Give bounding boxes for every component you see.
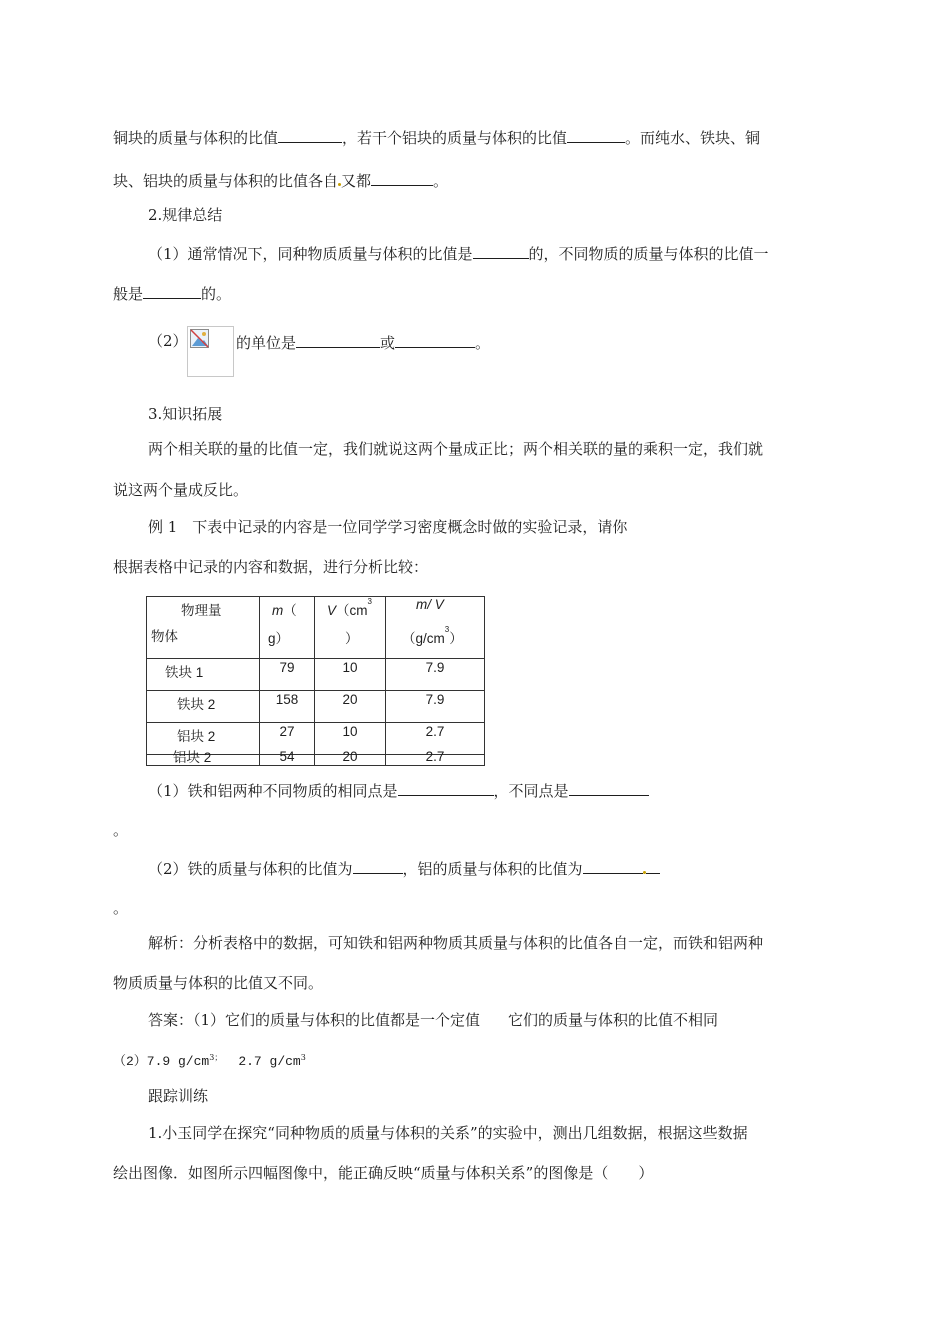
fill-blank[interactable]	[353, 857, 403, 874]
table-cell: 10	[315, 723, 386, 755]
paragraph-line: 例 1 下表中记录的内容是一位同学学习密度概念时做的实验记录，请你	[148, 518, 628, 536]
fill-blank[interactable]	[473, 242, 529, 259]
text: 的，不同物质的质量与体积的比值一	[528, 245, 769, 263]
fill-blank[interactable]	[371, 169, 433, 186]
text: 3	[300, 1053, 306, 1062]
table-header-cell	[260, 597, 315, 659]
text: 的单位是	[236, 334, 297, 352]
fill-blank[interactable]	[296, 331, 380, 348]
table-cell: 铁块 2	[147, 691, 260, 723]
section-title: 跟踪训练	[148, 1087, 209, 1105]
paragraph-line	[148, 779, 649, 801]
text: 。	[475, 334, 491, 352]
text: （2）	[148, 332, 188, 350]
paragraph-line	[236, 331, 490, 353]
text: ；	[214, 1053, 223, 1062]
table-cell: 20	[315, 691, 386, 723]
text: ，若干个铝块的质量与体积的比值	[342, 129, 568, 147]
section-title: 2.规律总结	[148, 206, 223, 224]
broken-image-icon	[190, 329, 210, 349]
text: ，铝的质量与体积的比值为	[402, 860, 583, 878]
header-label: V	[327, 603, 337, 618]
fill-blank[interactable]	[646, 857, 660, 874]
table-header-cell	[386, 597, 485, 659]
header-label: ）	[449, 631, 463, 646]
text: 2.7 g/cm	[238, 1054, 301, 1069]
paragraph-line	[148, 857, 660, 879]
header-label: （cm	[336, 603, 368, 618]
table-cell: 10	[315, 659, 386, 691]
paragraph-line: 1.小玉同学在探究“同种物质的质量与体积的关系”的实验中，测出几组数据，根据这些数据	[148, 1124, 748, 1142]
fill-blank[interactable]	[567, 126, 625, 143]
table-cell: 2.7	[386, 723, 485, 755]
text: 块、铝块的质量与体积的比值各自	[113, 172, 339, 190]
header-label: 物体	[151, 629, 178, 644]
table-cell-text: 2.7	[425, 749, 445, 764]
table-cell: 7.9	[386, 691, 485, 723]
text: （2）7.9 g/cm	[113, 1054, 210, 1069]
table-cell	[260, 749, 315, 766]
table-header-cell	[147, 597, 260, 659]
table-cell-text: 铝块 2	[173, 750, 212, 765]
fill-blank[interactable]	[278, 126, 342, 143]
paragraph-line	[113, 169, 448, 191]
table-cell	[315, 749, 386, 766]
table-row	[147, 659, 485, 691]
text: ，不同点是	[493, 782, 569, 800]
paragraph-line	[148, 331, 188, 351]
paragraph-line	[113, 282, 231, 304]
paragraph-line	[148, 1010, 718, 1030]
header-label: 物理量	[181, 603, 222, 618]
text: 它们的质量与体积的比值不相同	[508, 1011, 719, 1029]
text: 。	[433, 172, 449, 190]
paragraph-line: 。	[113, 821, 129, 839]
header-label: m/ V	[416, 597, 444, 612]
table-header-cell	[315, 597, 386, 659]
text: 。而纯水、铁块、铜	[625, 129, 761, 147]
fill-blank[interactable]	[398, 779, 494, 796]
paragraph-line: 说这两个量成反比。	[113, 481, 249, 499]
section-title: 3.知识拓展	[148, 405, 223, 423]
table-cell: 27	[260, 723, 315, 755]
table-header-row	[147, 597, 485, 659]
text: （1）通常情况下，同种物质质量与体积的比值是	[148, 245, 473, 263]
table-cell: 铝块 2	[147, 723, 260, 755]
fill-blank[interactable]	[143, 282, 201, 299]
table-cell: 79	[260, 659, 315, 691]
table-cell	[147, 750, 260, 766]
table-cell: 158	[260, 691, 315, 723]
fill-blank[interactable]	[583, 857, 643, 874]
table-row	[147, 755, 485, 766]
text: 3	[209, 1053, 215, 1062]
paragraph-line	[113, 126, 760, 148]
paragraph-line: 物质质量与体积的比值又不同。	[113, 974, 324, 992]
text: （2）铁的质量与体积的比值为	[148, 860, 353, 878]
text: 的。	[201, 285, 232, 303]
text: 或	[380, 334, 396, 352]
header-label: g）	[268, 631, 290, 646]
text: 铜块的质量与体积的比值	[113, 129, 279, 147]
text: 答案：（1）它们的质量与体积的比值都是一个定值	[148, 1011, 481, 1029]
paragraph-line: 根据表格中记录的内容和数据，进行分析比较：	[113, 558, 429, 576]
text: 般是	[113, 285, 144, 303]
paragraph-line	[113, 1050, 306, 1072]
table-cell-text: 54	[279, 749, 295, 764]
fill-blank[interactable]	[395, 331, 475, 348]
table-cell-text: 20	[342, 749, 358, 764]
data-table	[146, 596, 485, 766]
text: 又都	[341, 172, 372, 190]
table-row	[147, 691, 485, 723]
header-label: （	[283, 603, 297, 618]
table-cell	[386, 749, 485, 766]
fill-blank[interactable]	[569, 779, 649, 796]
paragraph-line: 两个相关联的量的比值一定，我们就说这两个量成正比；两个相关联的量的乘积一定，我们就	[148, 440, 764, 458]
header-label: 3	[444, 625, 450, 634]
table-cell: 7.9	[386, 659, 485, 691]
header-label: m	[272, 603, 284, 618]
header-label: ）	[345, 631, 359, 646]
paragraph-line: 解析：分析表格中的数据，可知铁和铝两种物质其质量与体积的比值各自一定，而铁和铝两种	[148, 934, 764, 952]
text: （1）铁和铝两种不同物质的相同点是	[148, 782, 398, 800]
table-cell: 铁块 1	[147, 659, 260, 691]
paragraph-line: 绘出图像．如图所示四幅图像中，能正确反映“质量与体积关系”的图像是（ ）	[113, 1164, 654, 1182]
header-label: （g/cm	[402, 631, 445, 646]
formula-image	[187, 326, 234, 377]
header-label: 3	[367, 597, 372, 606]
paragraph-line: 。	[113, 899, 129, 917]
paragraph-line	[148, 242, 769, 264]
